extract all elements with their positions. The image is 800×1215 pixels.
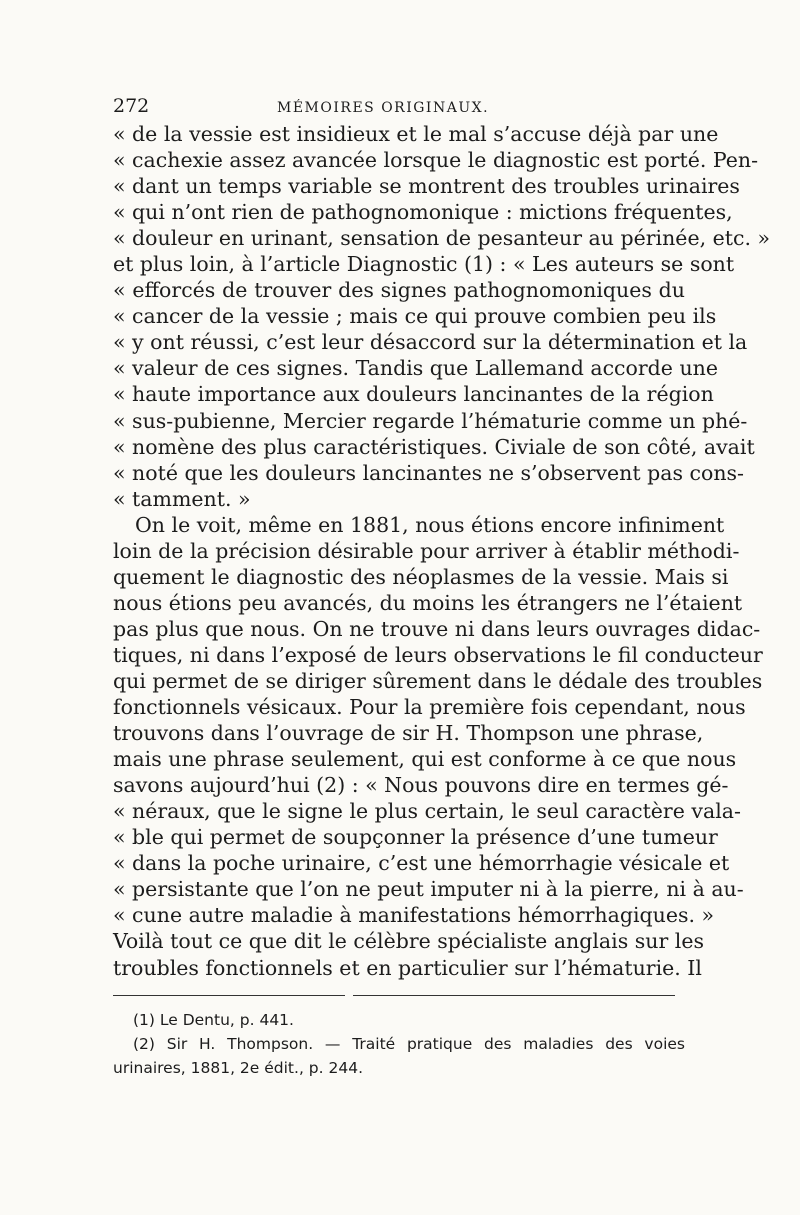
text-line: trouvons dans l’ouvrage de sir H. Thompson une phrase, [113,721,704,746]
text-line: « de la vessie est insidieux et le mal s’accuse déjà par une [113,122,719,146]
text-line: « douleur en urinant, sensation de pesanteur au périnée, etc. » [113,226,771,251]
text-line: « haute importance aux douleurs lancinantes de la région [113,382,714,407]
text-line: « efforcés de trouver des signes pathognomoniques du [113,278,685,303]
separator-rule-left [113,995,345,996]
text-line: « dant un temps variable se montrent des troubles urinaires [113,174,740,199]
text-line: fonctionnels vésicaux. Pour la première fois cependant, nous [113,695,746,720]
text-line: « sus-pubienne, Mercier regarde l’hématurie comme un phé- [113,408,748,433]
footnote-separator [113,995,685,996]
text-line: « néraux, que le signe le plus certain, le seul caractère vala- [113,799,741,824]
running-head: MÉMOIRES ORIGINAUX. [277,100,490,116]
footnote-1: (1) Le Dentu, p. 441. [133,1010,294,1029]
text-line: pas plus que nous. On ne trouve ni dans leurs ouvrages didac- [113,616,761,641]
text-line: qui permet de se diriger sûrement dans le dédale des troubles [113,668,763,693]
text-line: « ble qui permet de soupçonner la présence d’une tumeur [113,825,718,850]
text-line: « noté que les douleurs lancinantes ne s’observent pas cons- [113,460,744,485]
text-line: « dans la poche urinaire, c’est une hémorrhagie vésicale et [113,851,730,876]
text-line: et plus loin, à l’article Diagnostic (1) : « Les auteurs se sont [113,252,735,277]
text-line: troubles fonctionnels et en particulier sur l’hématurie. Il [113,955,702,980]
body-text [113,121,771,981]
text-line: « cune autre maladie à manifestations hémorrhagiques. » [113,903,715,928]
text-line: « y ont réussi, c’est leur désaccord sur la détermination et la [113,330,748,355]
paragraph-start-line: On le voit, même en 1881, nous étions encore infiniment [135,512,725,537]
text-line: « cancer de la vessie ; mais ce qui prouve combien peu ils [113,304,717,329]
text-line: « qui n’ont rien de pathognomonique : mictions fréquentes, [113,200,733,225]
text-line: tiques, ni dans l’exposé de leurs observations le fil conducteur [113,642,763,667]
footnote-2-continued: urinaires, 1881, 2e édit., p. 244. [113,1058,363,1077]
text-line: « cachexie assez avancée lorsque le diagnostic est porté. Pen- [113,148,759,173]
text-line: savons aujourd’hui (2) : « Nous pouvons dire en termes gé- [113,773,729,798]
footnotes [113,1008,685,1080]
separator-rule-right [353,995,675,996]
text-line: quement le diagnostic des néoplasmes de la vessie. Mais si [113,564,729,589]
text-line: « valeur de ces signes. Tandis que Lallemand accorde une [113,356,718,381]
text-line: mais une phrase seulement, qui est conforme à ce que nous [113,747,737,772]
text-line: « persistante que l’on ne peut imputer ni à la pierre, ni à au- [113,877,744,902]
text-line: « nomène des plus caractéristiques. Civiale de son côté, avait [113,434,755,459]
page-number: 272 [113,95,150,117]
text-line: Voilà tout ce que dit le célèbre spécialiste anglais sur les [113,929,704,954]
footnote-2: (2) Sir H. Thompson. — Traité pratique des maladies des voies [133,1034,685,1053]
text-line: « tamment. » [113,486,251,511]
text-line: loin de la précision désirable pour arriver à établir méthodi- [113,538,740,563]
text-line: nous étions peu avancés, du moins les étrangers ne l’étaient [113,590,743,615]
page-header [113,95,685,117]
